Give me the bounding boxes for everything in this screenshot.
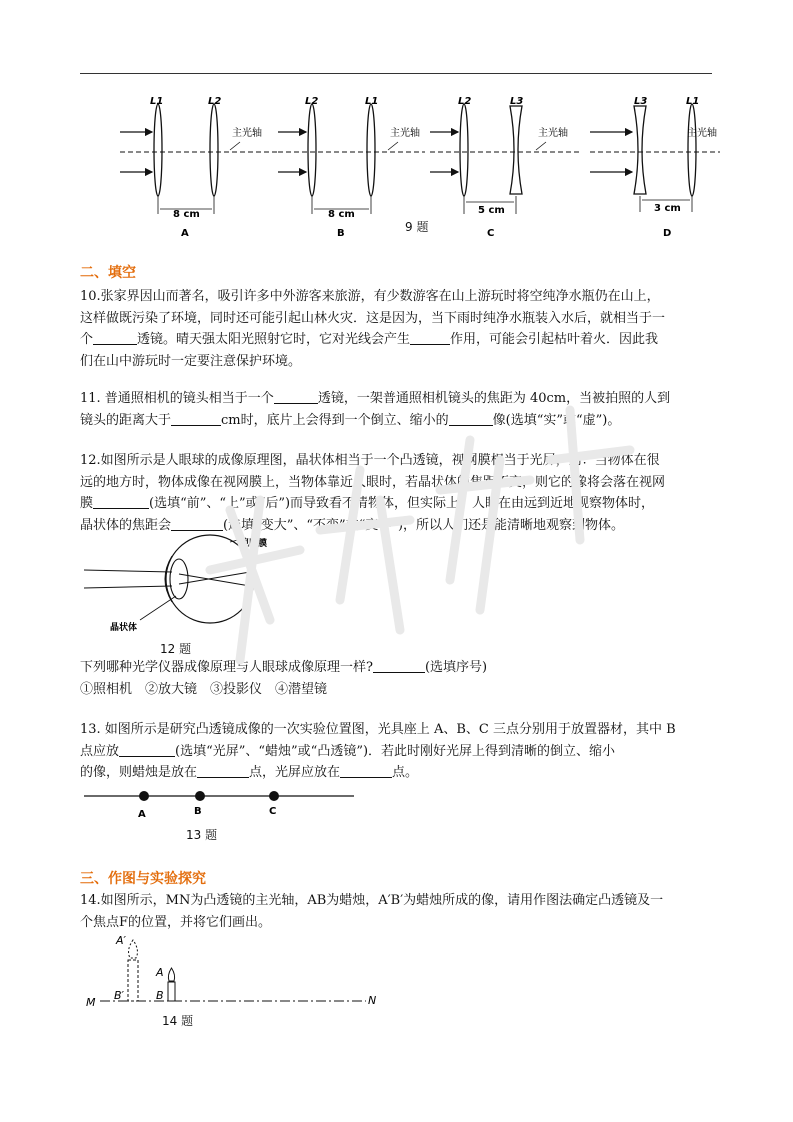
- q11-blank-1[interactable]: [274, 389, 318, 404]
- fig9-panel-c: [430, 96, 580, 239]
- fig9-panel-b: [278, 96, 425, 239]
- q10-blank-1[interactable]: [93, 330, 137, 345]
- q10-text: 作用，可能会引起枯叶着火．因此我: [450, 332, 659, 347]
- q11-line-1: [80, 388, 716, 410]
- fig9-b-right-lens: L1: [365, 96, 379, 107]
- question-11: [80, 388, 716, 431]
- q10-line-3: [80, 329, 716, 351]
- figure-14-caption: 14 题: [162, 1014, 194, 1028]
- q13-blank-2[interactable]: [197, 763, 249, 778]
- q12-line-3: [80, 493, 716, 515]
- figure-9-caption: 9 题: [405, 220, 429, 234]
- q13-text: (选填“光屏”、“蜡烛”或“凸透镜”)．若此时刚好光屏上得到清晰的倒立、缩小: [175, 743, 616, 759]
- q12-sub-question: [80, 657, 716, 679]
- section-3-title: 三、作图与实验探究: [80, 871, 206, 887]
- q12-text: (选填序号): [424, 660, 488, 675]
- question-12-part-2: [80, 657, 716, 700]
- fig9-b-distance: 8 cm: [328, 209, 355, 220]
- q10-line-4: 们在山中游玩时一定要注意保护环境。: [80, 353, 302, 369]
- fig9-d-right-lens: L1: [686, 96, 700, 107]
- q12-text: 膜: [80, 496, 94, 511]
- retina-label: 视网膜: [240, 539, 268, 549]
- question-10: [80, 286, 716, 372]
- q12-blank-3[interactable]: [373, 658, 425, 673]
- q13-line-3: [80, 762, 716, 784]
- q12-text: 下列哪种光学仪器成像原理与人眼球成像原理一样?: [80, 660, 373, 675]
- fig9-panel-d: [590, 96, 720, 239]
- fig9-c-axis-label: 主光轴: [538, 128, 568, 139]
- fig9-b-left-lens: L2: [305, 96, 319, 107]
- q10-line-2: 这样做既污染了环境，同时还可能引起山林火灾．这是因为，当下雨时纯净水瓶装入水后，就相当于一: [80, 310, 666, 326]
- fig9-a-distance: 8 cm: [173, 209, 200, 220]
- bench-point-a: A: [138, 809, 146, 820]
- q11-text: 11. 普通照相机的镜头相当于一个: [80, 391, 274, 406]
- q13-blank-1[interactable]: [119, 742, 175, 757]
- label-n: N: [368, 994, 377, 1007]
- fig9-panel-a: [120, 96, 280, 239]
- q13-text: 点，光屏应放在: [249, 765, 341, 780]
- q13-text: 点。: [392, 765, 419, 780]
- label-a-prime: A′: [116, 934, 127, 947]
- fig9-d-axis-label: 主光轴: [687, 128, 717, 139]
- q11-text: cm时，底片上会得到一个倒立、缩小的: [221, 412, 449, 428]
- section-2-title: 二、填空: [80, 265, 136, 281]
- figure-12-eye-diagram: [80, 534, 300, 636]
- fig9-c-left-lens: L2: [458, 96, 472, 107]
- question-12: [80, 450, 716, 536]
- fig9-d-left-lens: L3: [634, 96, 648, 107]
- label-b: B: [156, 989, 164, 1002]
- fig9-a-left-lens: L1: [150, 96, 164, 107]
- q13-line-1: 13. 如图所示是研究凸透镜成像的一次实验位置图，光具座上 A、B、C 三点分别用于放置器材，其中 B: [80, 722, 676, 737]
- q10-text: 透镜。晴天强太阳光照射它时，它对光线会产生: [137, 332, 411, 347]
- q11-text: 透镜，一架普通照相机镜头的焦距为 40cm，当被拍照的人到: [317, 391, 671, 406]
- q10-blank-2[interactable]: [410, 330, 450, 345]
- q12-line-1: 12.如图所示是人眼球的成像原理图，晶状体相当于一个凸透镜，视网膜相当于光屏，则：当物体在很: [80, 453, 660, 468]
- q13-text: 的像，则蜡烛是放在: [80, 765, 198, 780]
- q11-text: 像(选填“实”或“虚”)。: [492, 412, 621, 428]
- q12-options: ①照相机 ②放大镜 ③投影仪 ④潜望镜: [80, 681, 328, 697]
- bench-point-b: B: [194, 806, 202, 817]
- figure-14-candle-diagram: [84, 934, 384, 1014]
- q12-line-2: 远的地方时，物体成像在视网膜上，当物体靠近人眼时，若晶状体的焦距不变，则它的像将会落在视网: [80, 474, 666, 490]
- label-b-prime: B′: [114, 989, 125, 1002]
- q12-text: (选填“变大”、“不变”或“变小”)，所以人们还是能清晰地观察到物体。: [223, 517, 625, 533]
- label-m: M: [86, 996, 96, 1009]
- q12-text: 晶状体的焦距会: [80, 517, 172, 533]
- fig9-c-right-lens: L3: [510, 96, 524, 107]
- fig9-d-letter: D: [663, 228, 672, 239]
- fig9-b-axis-label: 主光轴: [390, 128, 420, 139]
- figure-13-caption: 13 题: [186, 828, 218, 842]
- q12-line-4: [80, 515, 716, 537]
- q12-blank-1[interactable]: [93, 494, 149, 509]
- label-a: A: [156, 966, 164, 979]
- q13-line-2: [80, 741, 716, 763]
- fig9-c-distance: 5 cm: [478, 205, 505, 216]
- q11-text: 镜头的距离大于: [80, 412, 172, 428]
- q13-blank-3[interactable]: [340, 763, 392, 778]
- fig9-d-distance: 3 cm: [654, 203, 681, 214]
- fig9-a-letter: A: [181, 228, 189, 239]
- fig9-c-letter: C: [487, 228, 495, 239]
- question-14: [80, 890, 716, 933]
- q13-text: 点应放: [80, 743, 120, 759]
- q12-text: (选填“前”、“上”或“后”)而导致看不清物体，但实际上，人眼在由远到近地观察物体时，: [149, 496, 655, 511]
- fig9-a-axis-label: 主光轴: [232, 128, 262, 139]
- q14-line-2: 个焦点F的位置，并将它们画出。: [80, 914, 272, 930]
- q11-blank-3[interactable]: [449, 411, 493, 426]
- q10-line-1: 10.张家界因山而著名，吸引许多中外游客来旅游，有少数游客在山上游玩时将空纯净水瓶仍在山上，: [80, 289, 660, 304]
- fig9-a-right-lens: L2: [208, 96, 222, 107]
- header-rule: [80, 73, 712, 74]
- figure-13-optical-bench: [80, 786, 360, 826]
- q11-blank-2[interactable]: [171, 411, 221, 426]
- figure-12-caption: 12 题: [160, 642, 192, 656]
- bench-point-c: C: [269, 806, 277, 817]
- q14-line-1: 14.如图所示，MN为凸透镜的主光轴，AB为蜡烛，A′B′为蜡烛所成的像，请用作图法确定凸透镜及一: [80, 893, 664, 908]
- figure-9-lens-diagrams: [80, 92, 720, 242]
- crystalline-lens-label: 晶状体: [110, 623, 138, 633]
- question-13: [80, 719, 716, 784]
- q10-text: 个: [80, 332, 94, 347]
- q11-line-2: [80, 410, 716, 432]
- fig9-b-letter: B: [337, 228, 345, 239]
- q12-blank-2[interactable]: [171, 516, 223, 531]
